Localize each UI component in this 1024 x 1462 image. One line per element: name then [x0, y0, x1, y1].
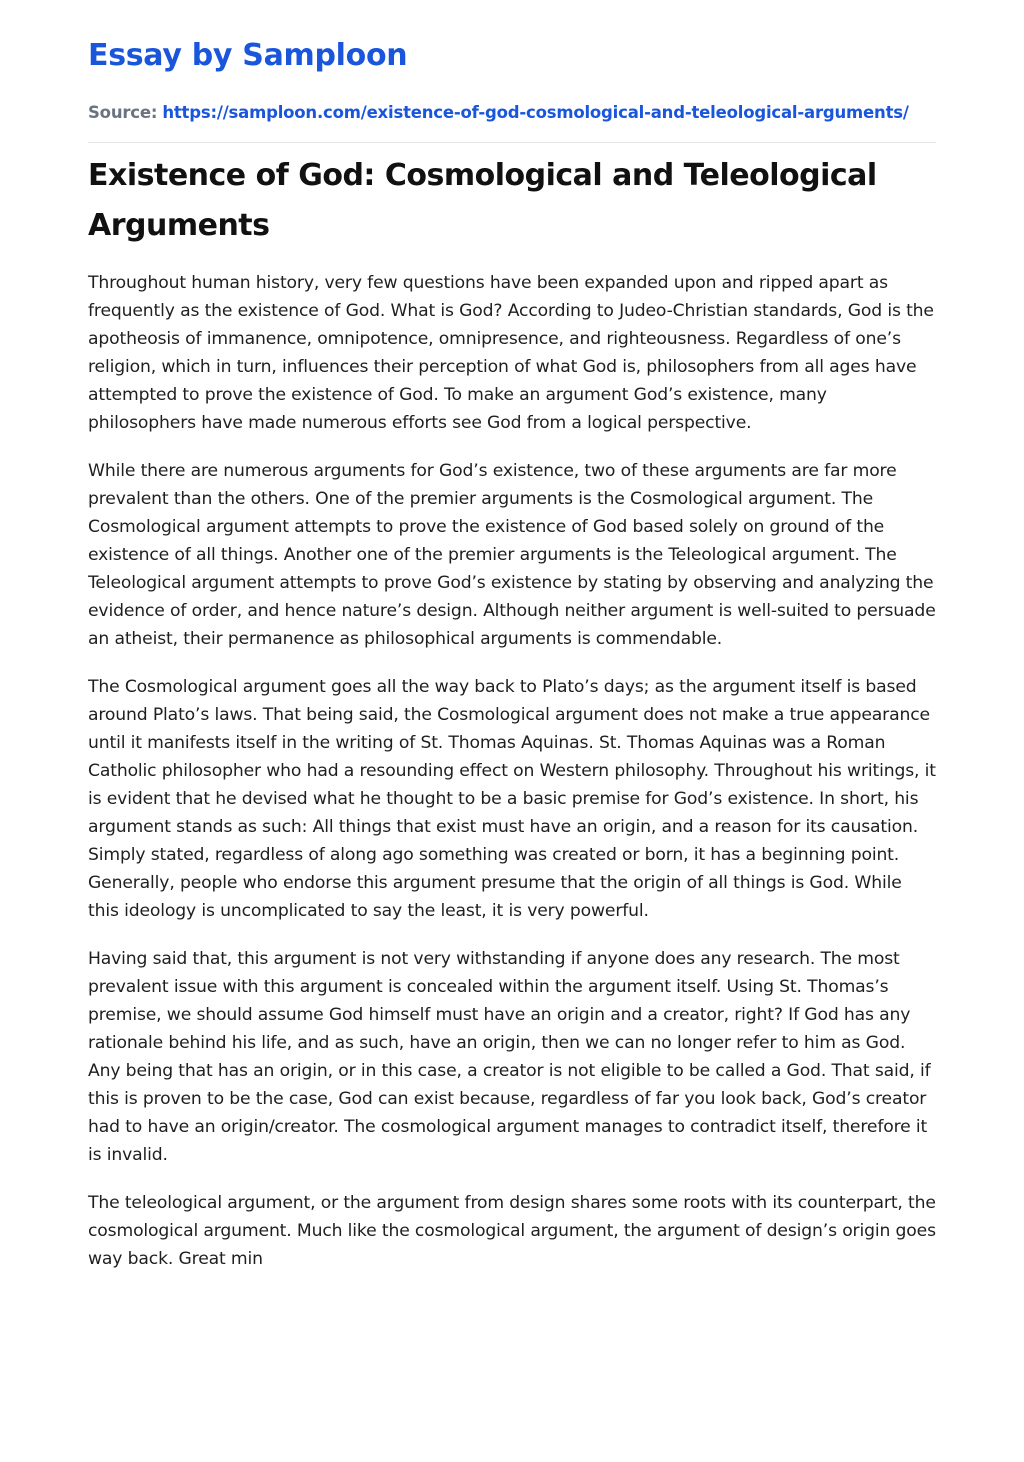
- paragraph: Having said that, this argument is not very withstanding if anyone does any research. The most prevalent issue with this argument is concealed within the argument itself. Using St. Thomas’s premise, we should assume God himself must have an origin and a creator, right? If God has any rationale behind his life, and as such, have an origin, then we can no longer refer to him as God. Any being that has an origin, or in this case, a creator is not eligible to be called a God. That said, if this is proven to be the case, God can exist because, regardless of far you look back, God’s creator had to have an origin/creator. The cosmological argument manages to contradict itself, therefore it is invalid.: [88, 949, 931, 1165]
- source-link[interactable]: https://samploon.com/existence-of-god-cosmological-and-teleological-arguments/: [162, 103, 909, 122]
- paragraph: While there are numerous arguments for God’s existence, two of these arguments are far more prevalent than the others. One of the premier arguments is the Cosmological argument. The Cosmological argument attempts to prove the existence of God based solely on ground of the existence of all things. Another one of the premier arguments is the Teleological argument. The Teleological argument attempts to prove God’s existence by stating by observing and analyzing the evidence of order, and hence nature’s design. Although neither argument is well-suited to persuade an atheist, their permanence as philosophical arguments is commendable.: [88, 461, 936, 649]
- header-divider: [88, 142, 936, 143]
- source-line: [88, 101, 909, 125]
- source-label: Source:: [88, 103, 158, 122]
- paragraph: Throughout human history, very few questions have been expanded upon and ripped apart as frequently as the existence of God. What is God? According to Judeo-Christian standards, God is the apotheosis of immanence, omnipotence, omnipresence, and righteousness. Regardless of one’s religion, which in turn, influences their perception of what God is, philosophers from all ages have attempted to prove the existence of God. To make an argument God’s existence, many philosophers have made numerous efforts see God from a logical perspective.: [88, 273, 934, 433]
- paragraph: The teleological argument, or the argument from design shares some roots with its counterpart, the cosmological argument. Much like the cosmological argument, the argument of design’s origin goes way back. Great min: [88, 1193, 936, 1269]
- paragraph: The Cosmological argument goes all the way back to Plato’s days; as the argument itself is based around Plato’s laws. That being said, the Cosmological argument does not make a true appearance until it manifests itself in the writing of St. Thomas Aquinas. St. Thomas Aquinas was a Roman Catholic philosopher who had a resounding effect on Western philosophy. Throughout his writings, it is evident that he devised what he thought to be a basic premise for God’s existence. In short, his argument stands as such: All things that exist must have an origin, and a reason for its causation. Simply stated, regardless of along ago something was created or born, it has a beginning point. Generally, people who endorse this argument presume that the origin of all things is God. While this ideology is uncomplicated to say the least, it is very powerful.: [88, 677, 936, 921]
- article-title: Existence of God: Cosmological and Teleological Arguments: [88, 158, 877, 243]
- site-brand[interactable]: Essay by Samploon: [88, 38, 408, 73]
- article-body: [88, 269, 936, 1293]
